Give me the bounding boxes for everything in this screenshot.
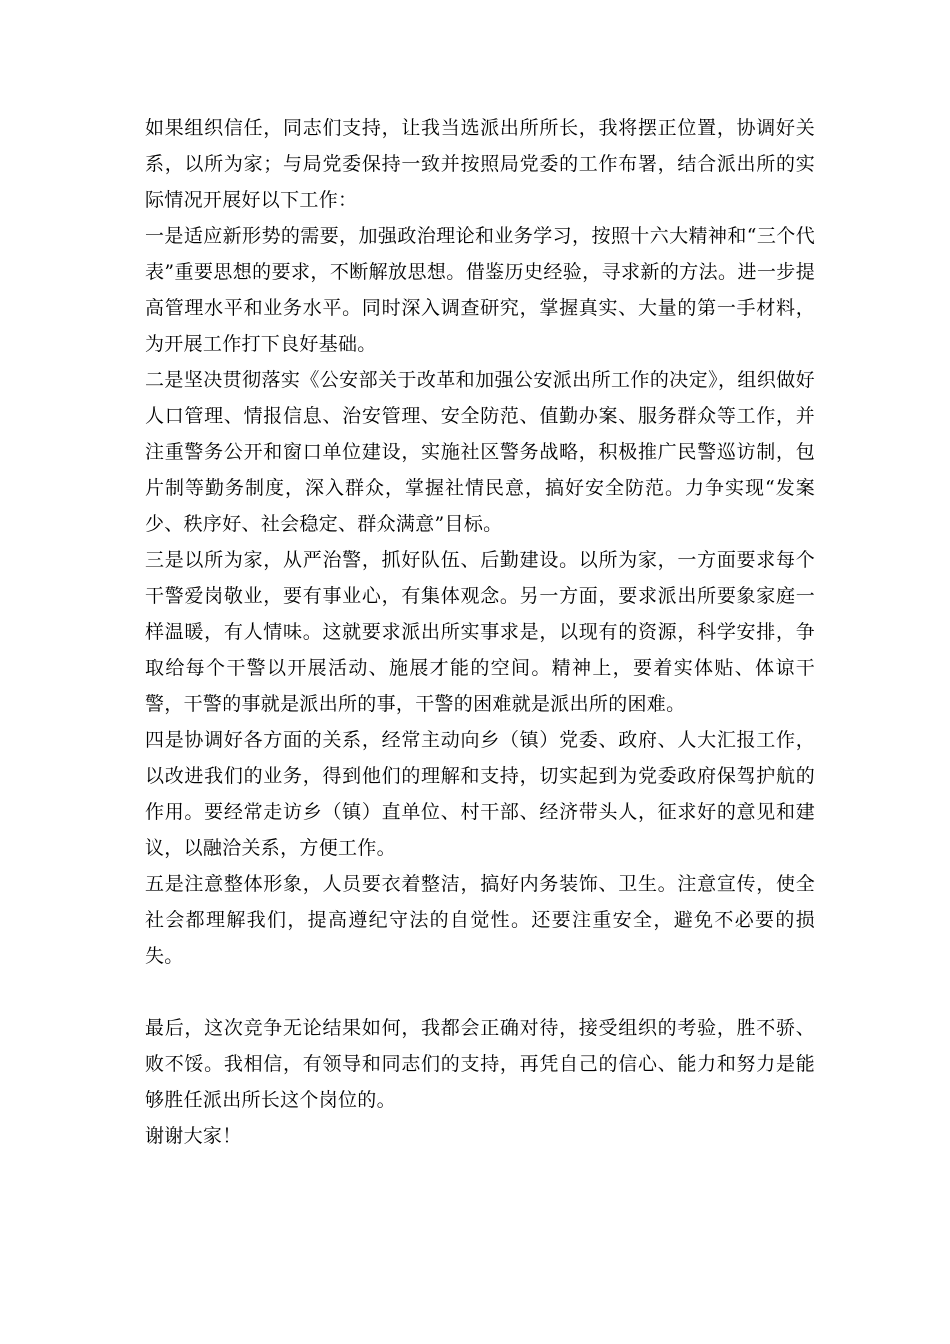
paragraph-point-one: 一是适应新形势的需要，加强政治理论和业务学习，按照十六大精神和“三个代表”重要思想的要求，不断解放思想。借鉴历史经验，寻求新的方法。进一步提高管理水平和业务水平。同时深入调查研究，掌握真实、大量的第一手材料，为开展工作打下良好基础。 <box>145 225 815 355</box>
paragraph-gap <box>145 974 815 1010</box>
paragraph-intro: 如果组织信任，同志们支持，让我当选派出所所长，我将摆正位置，协调好关系，以所为家；与局党委保持一致并按照局党委的工作布署，结合派出所的实际情况开展好以下工作： <box>145 117 815 211</box>
paragraph-closing: 最后，这次竞争无论结果如何，我都会正确对待，接受组织的考验，胜不骄、败不馁。我相信，有领导和同志们的支持，再凭自己的信心、能力和努力是能够胜任派出所长这个岗位的。 <box>145 1017 815 1111</box>
paragraph-point-five: 五是注意整体形象，人员要衣着整洁，搞好内务装饰、卫生。注意宣传，使全社会都理解我们，提高遵纪守法的自觉性。还要注重安全，避免不必要的损失。 <box>145 873 815 967</box>
paragraph-thanks: 谢谢大家！ <box>145 1125 242 1147</box>
paragraph-point-three: 三是以所为家，从严治警，抓好队伍、后勤建设。以所为家，一方面要求每个干警爱岗敬业，要有事业心，有集体观念。另一方面，要求派出所要象家庭一样温暖，有人情味。这就要求派出所实事求是，以现有的资源，科学安排，争取给每个干警以开展活动、施展才能的空间。精神上，要着实体贴、体谅干警，干警的事就是派出所的事，干警的困难就是派出所的困难。 <box>145 549 815 715</box>
paragraph-point-four: 四是协调好各方面的关系，经常主动向乡（镇）党委、政府、人大汇报工作，以改进我们的业务，得到他们的理解和支持，切实起到为党委政府保驾护航的作用。要经常走访乡（镇）直单位、村干部、经济带头人，征求好的意见和建议，以融洽关系，方便工作。 <box>145 729 815 859</box>
paragraph-point-two: 二是坚决贯彻落实《公安部关于改革和加强公安派出所工作的决定》，组织做好人口管理、情报信息、治安管理、安全防范、值勤办案、服务群众等工作，并注重警务公开和窗口单位建设，实施社区警务战略，积极推广民警巡访制，包片制等勤务制度，深入群众，掌握社情民意，搞好安全防范。力争实现“发案少、秩序好、社会稳定、群众满意”目标。 <box>145 369 815 535</box>
document-body <box>145 110 815 1154</box>
